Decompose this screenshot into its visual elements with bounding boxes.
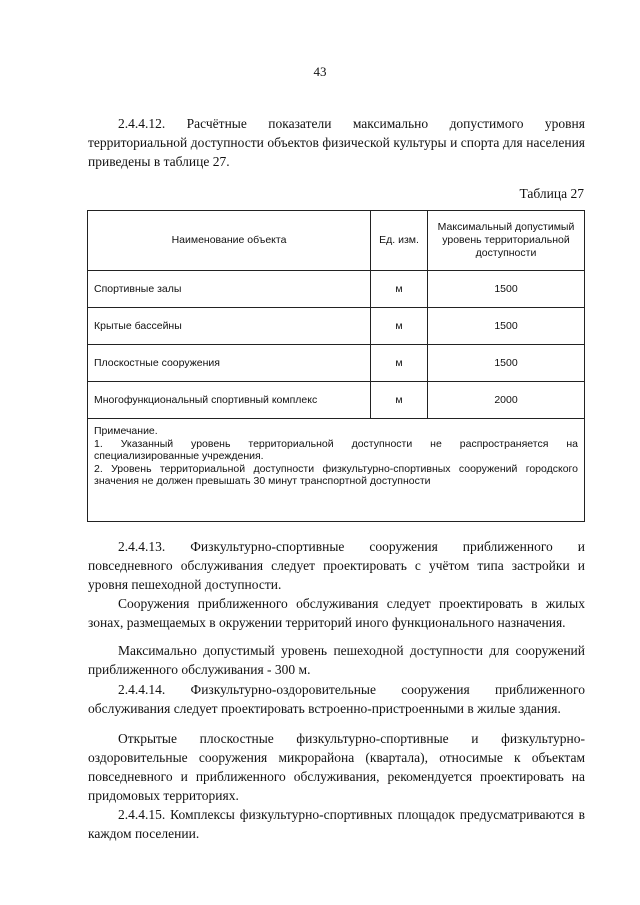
- table-row: [88, 271, 585, 308]
- paragraph-2-4-4-13: 2.4.4.13. Физкультурно-спортивные сооружения приближенного и повседневного обслуживания следует проектировать с учётом типа застройки и уровня пешеходной доступности.: [88, 539, 585, 592]
- note-item-2: 2. Уровень территориальной доступности физкультурно-спортивных сооружений городского значения не должен превышать 30 минут транспортной доступности: [94, 462, 578, 487]
- row-name: Крытые бассейны: [88, 308, 371, 345]
- row-unit: м: [371, 382, 428, 419]
- row-value: 2000: [428, 382, 585, 419]
- paragraph-2-4-4-15: 2.4.4.15. Комплексы физкультурно-спортивных площадок предусматриваются в каждом поселении.: [88, 807, 585, 841]
- table-note: [88, 419, 585, 522]
- header-name: Наименование объекта: [88, 211, 371, 271]
- header-unit: Ед. изм.: [371, 211, 428, 271]
- row-unit: м: [371, 345, 428, 382]
- table-row: [88, 345, 585, 382]
- note-item-1: 1. Указанный уровень территориальной доступности не распространяется на специализированные учреждения.: [94, 437, 578, 462]
- row-value: 1500: [428, 345, 585, 382]
- intro-paragraph: 2.4.4.12. Расчётные показатели максимально допустимого уровня территориальной доступности объектов физической культуры и спорта для населения приведены в таблице 27.: [88, 116, 585, 169]
- table-row: [88, 308, 585, 345]
- row-name: Многофункциональный спортивный комплекс: [88, 382, 371, 419]
- table-note-row: [88, 419, 585, 522]
- header-value: Максимальный допустимый уровень территориальной доступности: [428, 211, 585, 271]
- paragraph-open-facilities: Открытые плоскостные физкультурно-спортивные и физкультурно-оздоровительные сооружения микрорайона (квартала), относимые к объектам повседневного и приближенного обслуживания, рекомендуется проектировать на придомовых территориях.: [88, 731, 585, 803]
- page-number: 43: [313, 64, 327, 79]
- paragraph-max-walking-distance: Максимально допустимый уровень пешеходной доступности для сооружений приближенного обслуживания - 300 м.: [88, 643, 585, 677]
- paragraph-2-4-4-14: 2.4.4.14. Физкультурно-оздоровительные сооружения приближенного обслуживания следует проектировать встроенно-пристроенными в жилые здания.: [88, 682, 585, 716]
- table-caption: Таблица 27: [519, 186, 584, 201]
- paragraph-nearby-facilities: Сооружения приближенного обслуживания следует проектировать в жилых зонах, размещаемых в окружении территорий иного функционального назначения.: [88, 596, 585, 630]
- row-unit: м: [371, 308, 428, 345]
- row-value: 1500: [428, 308, 585, 345]
- table-header-row: [88, 211, 585, 271]
- row-value: 1500: [428, 271, 585, 308]
- accessibility-table: [87, 210, 585, 522]
- table-row: [88, 382, 585, 419]
- note-title: Примечание.: [94, 425, 158, 437]
- row-unit: м: [371, 271, 428, 308]
- row-name: Спортивные залы: [88, 271, 371, 308]
- row-name: Плоскостные сооружения: [88, 345, 371, 382]
